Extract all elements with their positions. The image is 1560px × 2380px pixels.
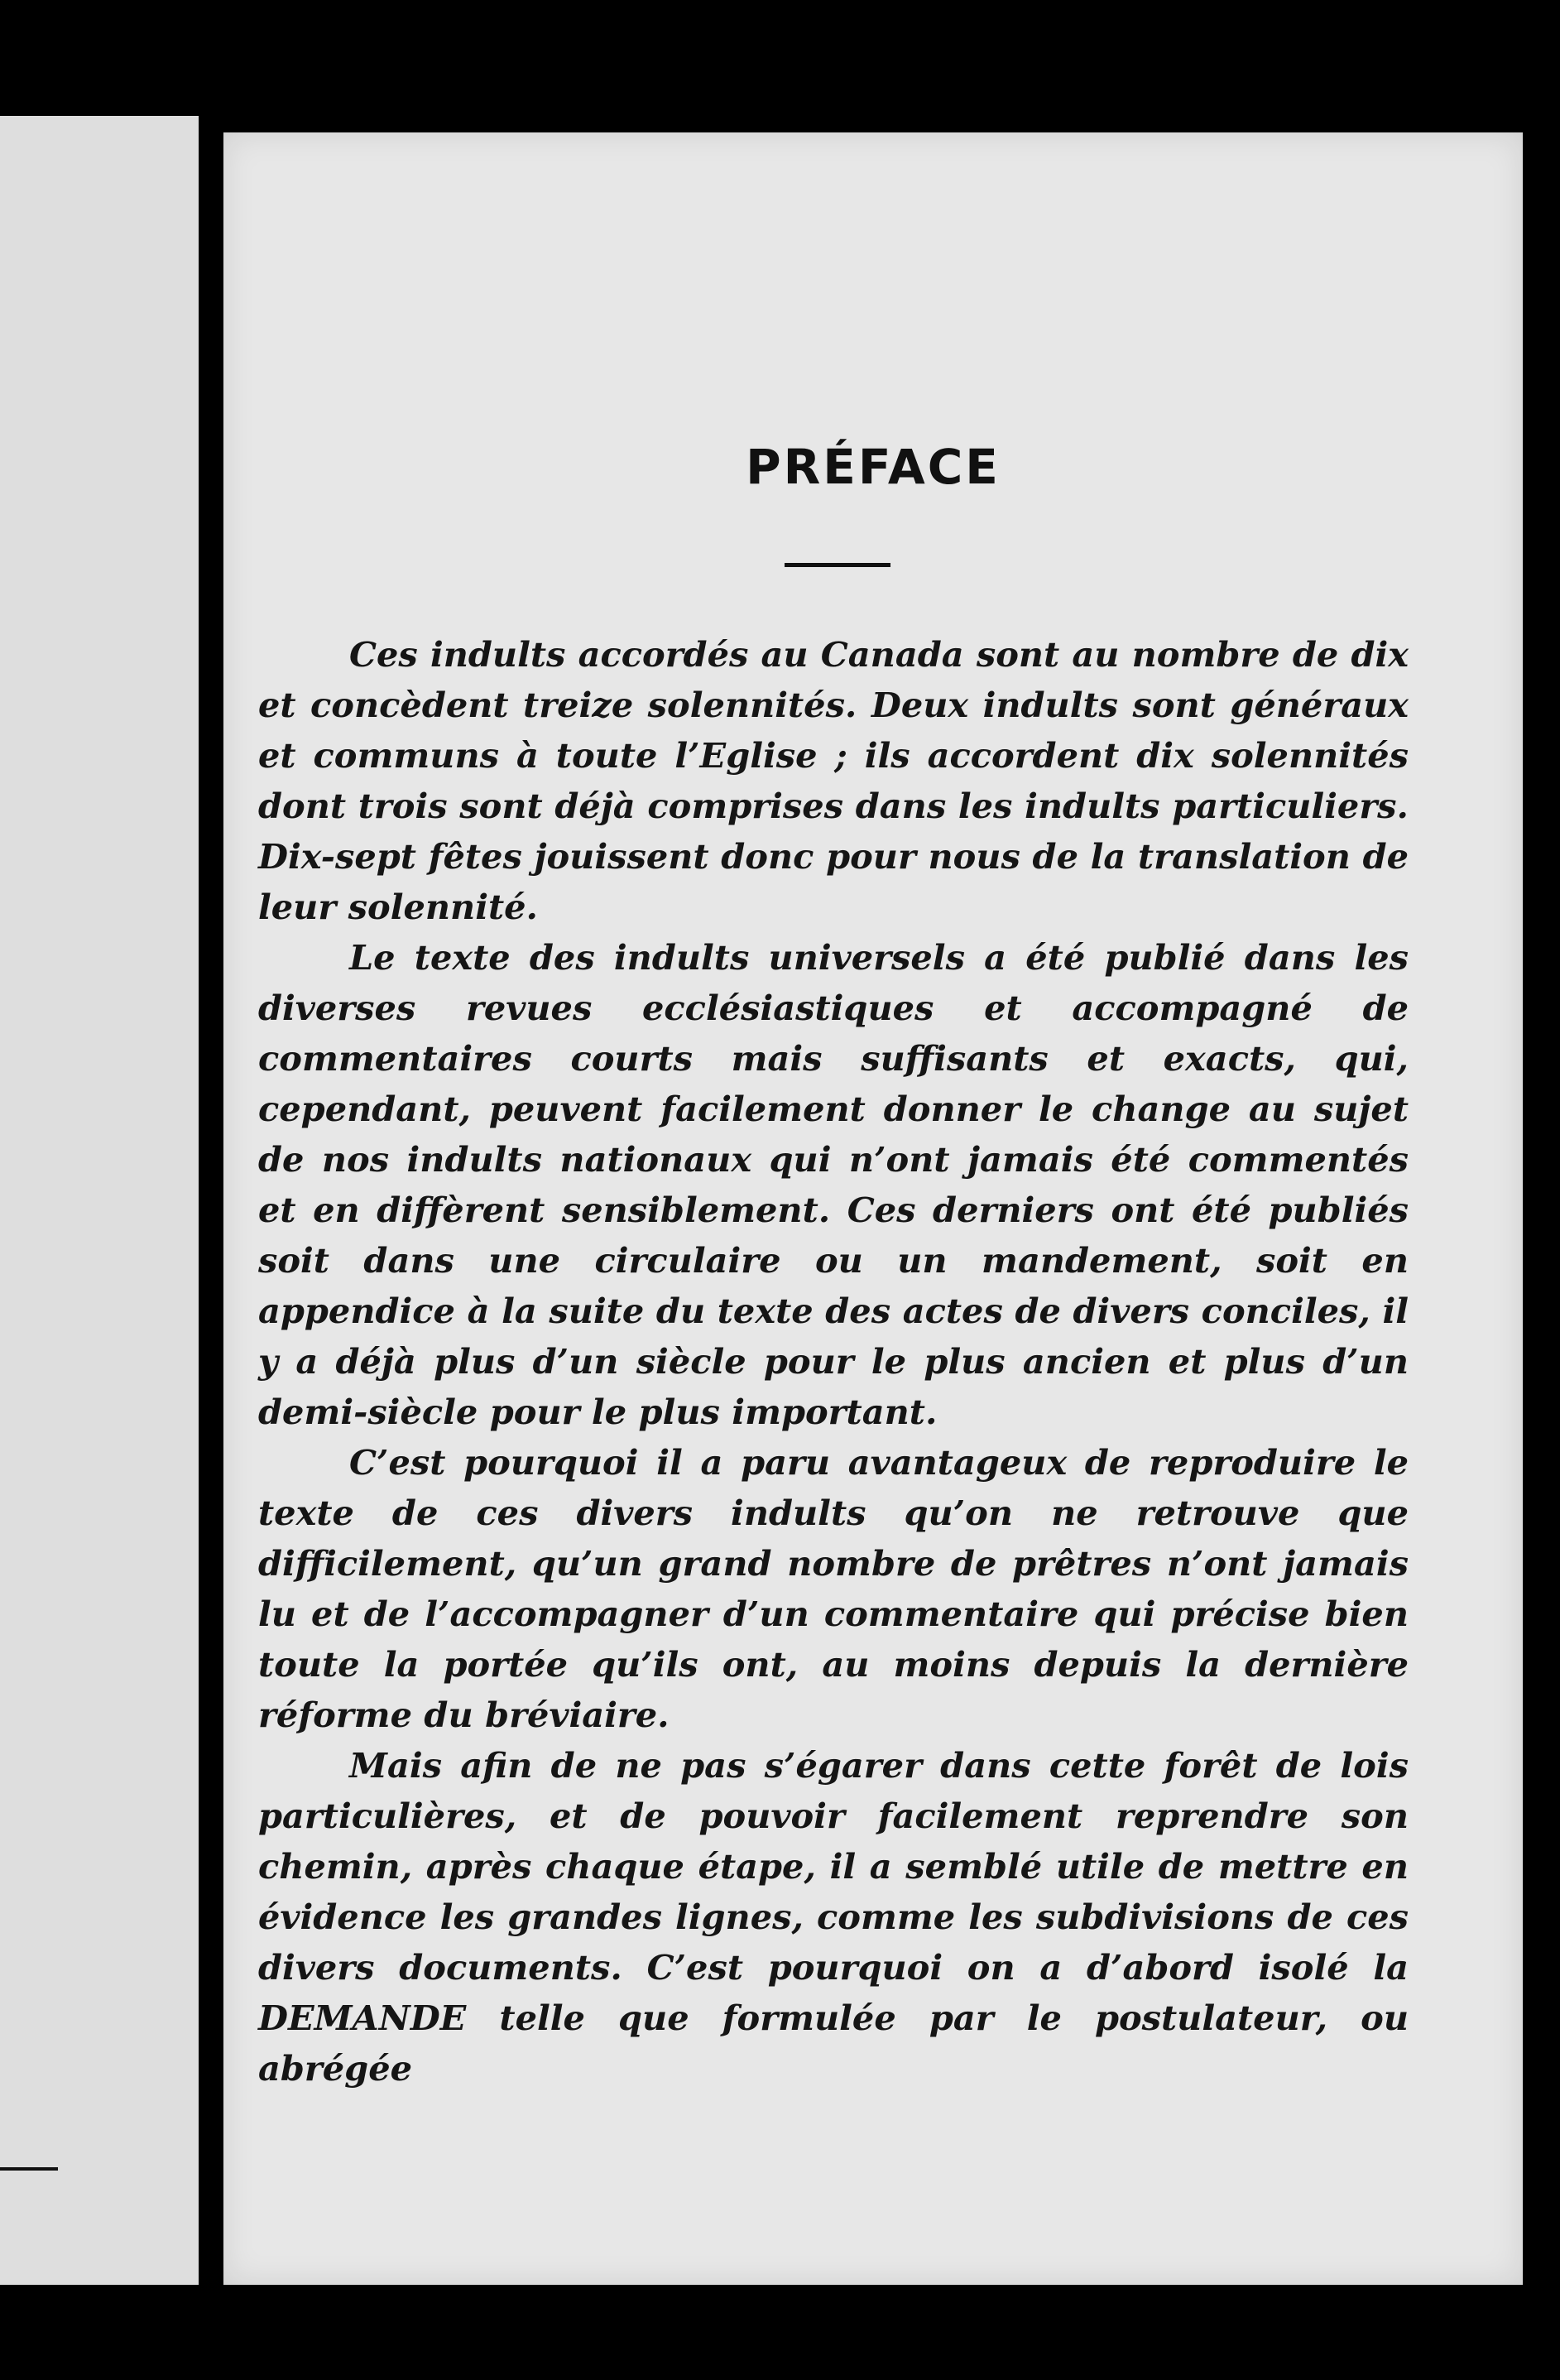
preface-body <box>258 629 1409 2094</box>
page-title: PRÉFACE <box>746 439 1001 495</box>
paragraph-1: Ces indults accordés au Canada sont au nombre de dix et concèdent treize solennités. Deux indults sont généraux et communs à toute l’Eglise ; ils accordent dix solennités dont trois sont déjà comprises dans les indults particuliers. Dix-sept fêtes jouissent donc pour nous de la translation de leur solennité. <box>258 634 1409 927</box>
paragraph-3: C’est pourquoi il a paru avantageux de reproduire le texte de ces divers indults qu’on ne retrouve que difficilement, qu’un grand nombre de prêtres n’ont jamais lu et de l’accompagner d’un commentaire qui précise bien toute la portée qu’ils ont, au moins depuis la dernière réforme du bréviaire. <box>258 1442 1409 1735</box>
paragraph-2: Le texte des indults universels a été publié dans les diverses revues ecclésiastiques et accompagné de commentaires courts mais suffisants et exacts, qui, cependant, peuvent facilement donner le change au sujet de nos indults nationaux qui n’ont jamais été commentés et en diffèrent sensiblement. Ces derniers ont été publiés soit dans une circulaire ou un mandement, soit en appendice à la suite du texte des actes de divers conciles, il y a déjà plus d’un siècle pour le plus ancien et plus d’un demi-siècle pour le plus important. <box>258 937 1409 1432</box>
book-gutter <box>199 0 223 2380</box>
previous-page-edge <box>0 116 199 2285</box>
edge-rule <box>0 2167 58 2171</box>
paragraph-4: Mais afin de ne pas s’égarer dans cette forêt de lois particulières, et de pouvoir facilement reprendre son chemin, après chaque étape, il a semblé utile de mettre en évidence les grandes lignes, comme les subdivisions de ces divers documents. C’est pourquoi on a d’abord isolé la DEMANDE telle que formulée par le postulateur, ou abrégée <box>258 1745 1409 2089</box>
preface-page <box>223 132 1523 2285</box>
title-rule <box>785 563 890 567</box>
